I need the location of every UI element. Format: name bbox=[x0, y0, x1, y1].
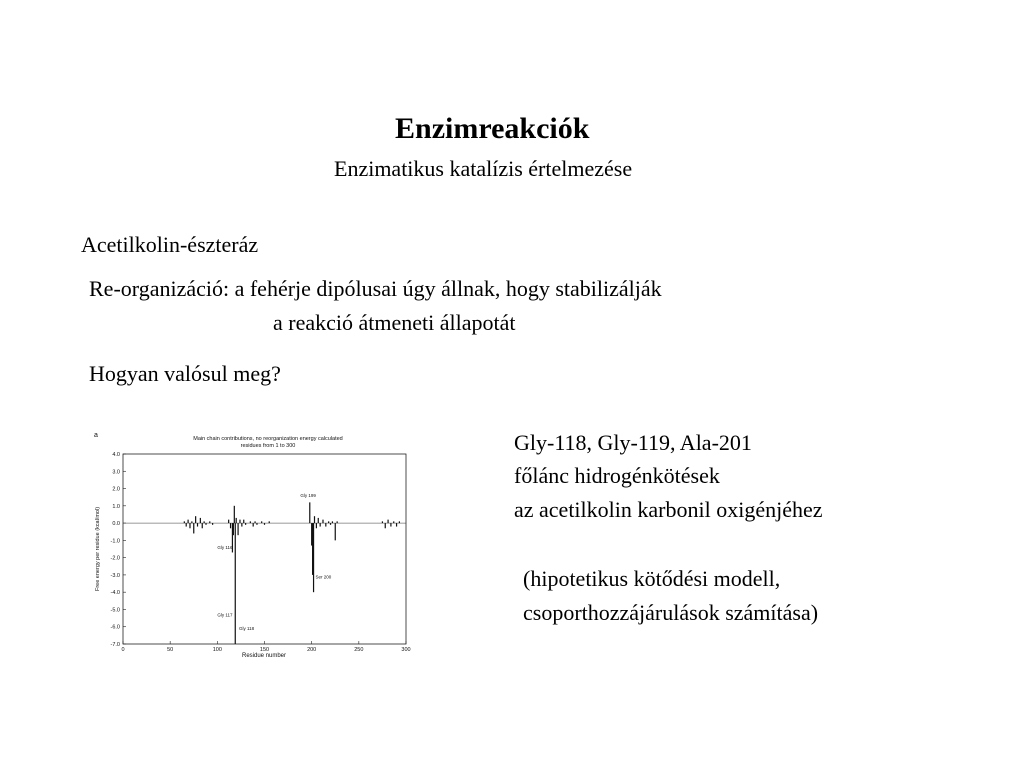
chart-y-tick-label: -5.0 bbox=[110, 607, 120, 614]
chart-x-tick-label: 300 bbox=[401, 647, 411, 653]
chart-bar bbox=[250, 521, 251, 523]
chart-bar bbox=[191, 521, 192, 523]
chart-y-tick-label: 2.0 bbox=[112, 486, 120, 493]
chart-annotation: Gly 117 bbox=[217, 612, 233, 618]
chart-bar bbox=[320, 523, 321, 526]
chart-x-tick-label: 200 bbox=[307, 647, 317, 653]
chart-bar bbox=[309, 502, 310, 523]
chart-y-tick-label: -4.0 bbox=[110, 590, 120, 597]
reorganization-text-line2: a reakció átmeneti állapotát bbox=[273, 310, 516, 335]
chart-bar bbox=[195, 516, 196, 523]
chart-bar bbox=[316, 523, 317, 528]
chart-plot-frame bbox=[123, 454, 406, 644]
chart-bar bbox=[236, 518, 237, 523]
chart-bar bbox=[387, 520, 388, 523]
chart-y-tick-label: -6.0 bbox=[110, 624, 120, 631]
chart-annotation: Ser 200 bbox=[315, 574, 332, 580]
model-text-line1: (hipotetikus kötődési modell, bbox=[523, 566, 781, 591]
chart-bar bbox=[233, 523, 234, 535]
chart-bar bbox=[318, 518, 319, 523]
reorganization-text-line1: Re-organizáció: a fehérje dipólusai úgy állnak, hogy stabilizálják bbox=[89, 276, 662, 301]
chart-bar bbox=[204, 521, 205, 523]
chart-title: Main chain contributions, no reorganization energy calculated bbox=[193, 436, 343, 442]
chart-x-tick-label: 0 bbox=[121, 647, 125, 653]
chart-bar bbox=[390, 523, 391, 526]
question-text: Hogyan valósul meg? bbox=[89, 361, 281, 386]
chart-bar bbox=[237, 523, 238, 535]
residues-text-line1: Gly-118, Gly-119, Ala-201 bbox=[514, 430, 752, 455]
slide-title: Enzimreakciók bbox=[395, 112, 590, 145]
chart-annotation: Gly 118 bbox=[239, 626, 255, 632]
chart-x-tick-label: 250 bbox=[354, 647, 364, 653]
enzyme-name: Acetilkolin-észteráz bbox=[81, 232, 259, 257]
model-text-line2: csoporthozzájárulások számítása) bbox=[523, 600, 819, 625]
chart-bar bbox=[189, 523, 190, 528]
chart-bar bbox=[202, 523, 203, 528]
chart-bar bbox=[209, 521, 210, 523]
chart-bar bbox=[382, 521, 383, 523]
chart-bar bbox=[193, 523, 194, 533]
chart-annotation: Gly 116 bbox=[217, 545, 233, 550]
chart-bar bbox=[228, 520, 229, 523]
chart-bar bbox=[269, 521, 270, 523]
chart-bar bbox=[335, 523, 336, 540]
chart-y-tick-label: -7.0 bbox=[110, 642, 120, 648]
chart-bar bbox=[235, 523, 236, 644]
chart-bar bbox=[399, 521, 400, 523]
chart-x-tick-label: 100 bbox=[212, 647, 222, 653]
chart-bar bbox=[197, 523, 198, 526]
chart-bar bbox=[332, 521, 333, 523]
chart-bar bbox=[187, 520, 188, 523]
chart-bar bbox=[330, 523, 331, 525]
chart-bar bbox=[396, 523, 397, 526]
chart-bar bbox=[243, 520, 244, 523]
chart-bar bbox=[253, 523, 254, 526]
chart-bar bbox=[184, 521, 185, 523]
chart-y-tick-label: 3.0 bbox=[112, 469, 120, 476]
chart-bar bbox=[254, 521, 255, 523]
chart-y-tick-label: 0.0 bbox=[112, 521, 120, 528]
chart-bar bbox=[212, 523, 213, 525]
chart-bar bbox=[234, 506, 235, 523]
chart-y-tick-label: -2.0 bbox=[110, 555, 120, 562]
chart-annotation: Gly 199 bbox=[300, 493, 316, 499]
slide-subtitle: Enzimatikus katalízis értelmezése bbox=[334, 156, 633, 181]
chart-bar bbox=[239, 520, 240, 523]
chart-bar bbox=[325, 523, 326, 526]
chart-bar bbox=[230, 523, 231, 528]
chart-bar bbox=[256, 523, 257, 525]
chart-x-axis-label: Residue number bbox=[241, 653, 287, 658]
residues-text-line2: főlánc hidrogénkötések bbox=[514, 463, 720, 488]
chart-bar bbox=[314, 516, 315, 523]
chart-bar bbox=[337, 521, 338, 523]
chart-y-axis-label: Free energy per residue (kcal/mol) bbox=[95, 506, 101, 592]
chart-bar bbox=[245, 523, 246, 525]
energy-contribution-chart bbox=[90, 428, 420, 658]
chart-y-tick-label: 4.0 bbox=[112, 452, 120, 458]
chart-bar bbox=[393, 521, 394, 523]
chart-bar bbox=[261, 521, 262, 523]
chart-bar bbox=[328, 521, 329, 523]
chart-subtitle: residues from 1 to 300 bbox=[240, 443, 296, 449]
chart-panel-label: a bbox=[94, 432, 98, 439]
chart-y-tick-label: -1.0 bbox=[110, 538, 120, 545]
chart-bar bbox=[205, 523, 206, 525]
chart-bar bbox=[241, 523, 242, 526]
chart-y-tick-label: 1.0 bbox=[112, 503, 120, 510]
chart-bar bbox=[200, 518, 201, 523]
chart-y-tick-label: -3.0 bbox=[110, 572, 120, 579]
residues-text-line3: az acetilkolin karbonil oxigénjéhez bbox=[514, 497, 823, 522]
chart-x-tick-label: 150 bbox=[259, 647, 270, 653]
chart-bar bbox=[264, 523, 265, 525]
chart-bar bbox=[313, 523, 314, 592]
chart-bar bbox=[186, 523, 187, 526]
chart-bar bbox=[385, 523, 386, 528]
chart-bar bbox=[322, 520, 323, 523]
chart-x-tick-label: 50 bbox=[167, 647, 174, 653]
